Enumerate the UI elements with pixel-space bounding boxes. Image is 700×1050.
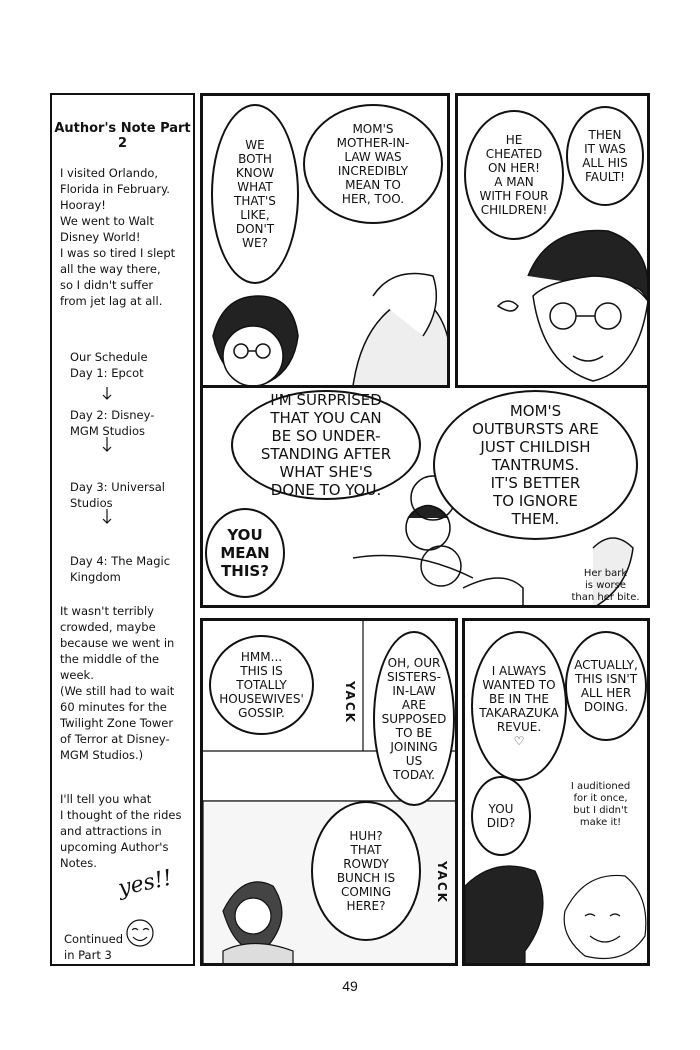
panel-2-bubble-right: THEN IT WAS ALL HIS FAULT! — [566, 106, 644, 206]
panel-1-bubble-left: WE BOTH KNOW WHAT THAT'S LIKE, DON'T WE? — [211, 104, 299, 284]
yes-signature: yes!! — [115, 865, 175, 902]
author-note-column — [50, 93, 195, 966]
panel-5-bubble-right: ACTUALLY, THIS ISN'T ALL HER DOING. — [565, 631, 647, 741]
author-note-crowd: It wasn't terribly crowded, maybe because we went in the middle of the week. (We still had to wait 60 minutes for the Twilight Zone Tower of Terror at Disney- MGM Studios.) — [60, 604, 175, 762]
panel-3-aside: Her bark is worse than her bite. — [571, 568, 640, 603]
panel-3-bubble-left: I'M SURPRISED THAT YOU CAN BE SO UNDER- STANDING AFTER WHAT SHE'S DONE TO YOU. — [231, 390, 421, 500]
panel-5-bubble-left: I ALWAYS WANTED TO BE IN THE TAKARAZUKA REVUE. ♡ — [471, 631, 567, 781]
panel-3-bubble-small: YOU MEAN THIS? — [205, 508, 285, 598]
panel-4-bubble-left: HMM... THIS IS TOTALLY HOUSEWIVES' GOSSIP. — [209, 635, 314, 735]
author-note-outro: I'll tell you what I thought of the rides and attractions in upcoming Author's Notes. — [60, 792, 182, 870]
panel-3 — [200, 388, 650, 608]
author-note-title: Author's Note Part 2 — [54, 121, 191, 151]
panel-4-sfx-2: YACK — [435, 861, 449, 904]
schedule-day-3: Day 3: Universal Studios — [70, 480, 165, 510]
panel-5-aside: I auditioned for it once, but I didn't make it! — [570, 781, 631, 828]
panel-1 — [200, 93, 450, 388]
schedule-heading: Our Schedule — [70, 350, 148, 364]
continued-note: Continued in Part 3 — [64, 932, 124, 962]
panel-1-bubble-right: MOM'S MOTHER-IN- LAW WAS INCREDIBLY MEAN TO HER, TOO. — [303, 104, 443, 224]
panel-4-sfx-1: YACK — [343, 681, 357, 724]
schedule-day-4: Day 4: The Magic Kingdom — [70, 554, 171, 584]
panel-4-bubble-right: OH, OUR SISTERS- IN-LAW ARE SUPPOSED TO BE JOINING US TODAY. — [373, 631, 455, 806]
panel-4 — [200, 618, 458, 966]
schedule-day-2: Day 2: Disney- MGM Studios — [70, 408, 155, 438]
schedule-day-1: Day 1: Epcot — [70, 366, 144, 380]
page-number: 49 — [342, 978, 358, 994]
panel-3-bubble-right: MOM'S OUTBURSTS ARE JUST CHILDISH TANTRUMS. IT'S BETTER TO IGNORE THEM. — [433, 390, 638, 540]
panel-2 — [455, 93, 650, 388]
panel-5-bubble-small: YOU DID? — [471, 776, 531, 856]
panel-4-bubble-bottom: HUH? THAT ROWDY BUNCH IS COMING HERE? — [311, 801, 421, 941]
smiley-face-icon — [52, 95, 197, 968]
author-note-intro: I visited Orlando, Florida in February. Hooray! We went to Walt Disney World! I was so tired I slept all the way there, so I didn't suffer from jet lag at all. — [60, 166, 176, 308]
panel-2-bubble-left: HE CHEATED ON HER! A MAN WITH FOUR CHILDREN! — [464, 110, 564, 240]
panel-5 — [462, 618, 650, 966]
